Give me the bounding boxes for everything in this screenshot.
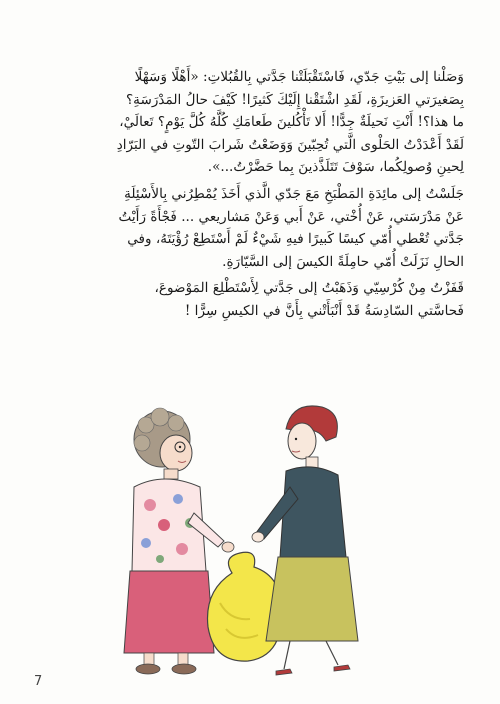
text-line: ما هذا؟! أَنْتِ نَحيلَةٌ جِدًّا! أَلا تَأْكُلينَ طَعامَكِ كُلَّهُ كُلَّ يَوْمٍ؟ تَعالَيْ، bbox=[119, 114, 464, 131]
text-line: وَصَلْنا إلى بَيْتِ جَدّي، فَاسْتَقْبَلَتْنا جَدَّتي بِالقُبُلاتِ: «أَهْلًا وَسَهْلًا bbox=[134, 69, 464, 85]
text-line: بِصَغيرَتي العَزيزَةِ، لَقَدِ اشْتَقْنا إِلَيْكَ كَثيرًا! كَيْفَ حالُ المَدْرَسَةِ؟ bbox=[125, 91, 464, 108]
text-line: قَفَزْتُ مِنْ كُرْسِيّي وَذَهَبْتُ إلى جَدَّتي لِأَسْتَطْلِعَ المَوْضوعَ، bbox=[154, 280, 464, 297]
text-line: عَنْ مَدْرَسَتي، عَنْ أُخْتي، عَنْ أَبي وَعَنْ مَشاريعي ... فَجْأَةً رَأَيْتُ bbox=[118, 208, 464, 225]
illustration-grandma-mother-bag bbox=[120, 395, 420, 677]
paragraph-1 bbox=[52, 66, 464, 179]
text-line: الحالِ نَزَلَتْ أُمّي حامِلَةً الكيسَ إلى السَّيّارَةِ. bbox=[222, 253, 464, 270]
text-line: لِحينِ وُصولِكُما، سَوْفَ تَتَلَذَّذينَ بِما حَضَّرْتُ...». bbox=[207, 159, 464, 176]
paragraph-3 bbox=[52, 277, 464, 322]
text-line: لَقَدْ أَعْدَدْتُ الحَلْوى الَّتي تُحِبّينَ وَوَضَعْتُ شَرابَ التّوتِ في البَرّادِ bbox=[116, 136, 464, 153]
mother-figure bbox=[252, 406, 358, 675]
story-text bbox=[52, 66, 464, 323]
text-line: جَلَسْتُ إلى مائِدَةِ المَطْبَخِ مَعَ جَدّي الَّذي أَخَذَ يُمْطِرُني بِالأَسْئِلَةِ bbox=[124, 185, 464, 202]
page-number: 7 bbox=[34, 674, 43, 689]
text-line: فَحاسَّتي السّادِسَةُ قَدْ أَنْبَأَتْني بِأَنَّ في الكيسِ سِرًّا ! bbox=[184, 302, 464, 319]
paragraph-2 bbox=[52, 183, 464, 273]
text-line: جَدَّتي تُعْطي أُمّي كيسًا كَبيرًا فيهِ شَيْءٌ لَمْ أَسْتَطِعْ رُؤْيَتَهُ، وفي bbox=[127, 231, 464, 248]
